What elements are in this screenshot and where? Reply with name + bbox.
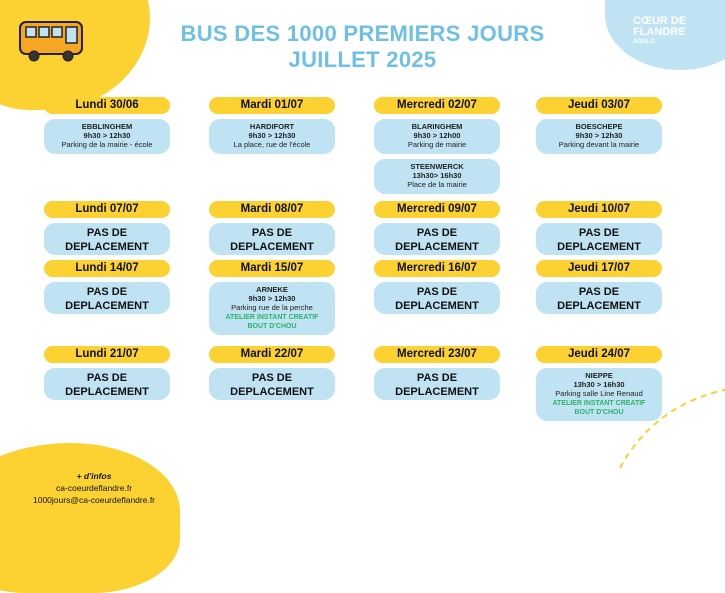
info-block	[28, 470, 160, 506]
coeur-de-flandre-logo: CŒUR DE FLANDRE AGGLO	[633, 15, 687, 45]
stop-card	[374, 119, 500, 154]
day-label: Mercredi 09/07	[374, 201, 500, 218]
stop-card	[374, 159, 500, 194]
no-trip-card	[374, 368, 500, 400]
no-trip-card	[44, 368, 170, 400]
day-label: Lundi 07/07	[44, 201, 170, 218]
yellow-blob-bottom-left	[0, 443, 180, 593]
stop-activity: ATELIER INSTANT CREATIF	[552, 400, 646, 407]
stop-place: ARNEKE	[256, 285, 288, 294]
stop-place: BOESCHEPE	[575, 122, 623, 131]
stop-time: 9h30 > 12h30	[575, 131, 623, 140]
stop-place: NIEPPE	[585, 371, 613, 380]
stop-card	[536, 119, 662, 154]
day-label: Jeudi 03/07	[536, 97, 662, 114]
day-column	[374, 260, 500, 314]
day-column	[209, 201, 335, 255]
stop-time: 9h30 > 12h00	[413, 131, 461, 140]
no-trip-label: PAS DE DEPLACEMENT	[65, 227, 149, 253]
no-trip-label: PAS DE DEPLACEMENT	[65, 286, 149, 312]
stop-location: Parking rue de la perche	[231, 303, 313, 312]
day-label: Lundi 21/07	[44, 346, 170, 363]
no-trip-card	[44, 282, 170, 314]
stop-time: 9h30 > 12h30	[248, 294, 296, 303]
day-label: Mardi 01/07	[209, 97, 335, 114]
stop-location: La place, rue de l'école	[233, 140, 311, 149]
stop-card	[44, 119, 170, 154]
day-column	[209, 346, 335, 400]
day-column	[536, 346, 662, 421]
day-label: Mercredi 02/07	[374, 97, 500, 114]
no-trip-label: PAS DE DEPLACEMENT	[557, 227, 641, 253]
stop-location: Parking de mairie	[407, 140, 467, 149]
stop-location: Parking devant la mairie	[558, 140, 640, 149]
stop-place: EBBLINGHEM	[81, 122, 133, 131]
stop-location: Place de la mairie	[407, 180, 467, 189]
day-label: Jeudi 17/07	[536, 260, 662, 277]
no-trip-label: PAS DE DEPLACEMENT	[65, 372, 149, 398]
stop-location: Parking de la mairie - école	[61, 140, 153, 149]
day-column	[44, 201, 170, 255]
stop-activity-name: BOUT D'CHOU	[247, 323, 297, 330]
stop-activity-name: BOUT D'CHOU	[574, 409, 624, 416]
stop-place: STEENWERCK	[410, 162, 464, 171]
stop-time: 13h30 > 16h30	[573, 380, 625, 389]
day-column	[209, 260, 335, 335]
stop-place: BLARINGHEM	[411, 122, 463, 131]
stop-place: HARDIFORT	[249, 122, 295, 131]
day-column	[44, 260, 170, 314]
day-label: Lundi 14/07	[44, 260, 170, 277]
day-column	[374, 201, 500, 255]
no-trip-card	[44, 223, 170, 255]
day-label: Mardi 08/07	[209, 201, 335, 218]
day-label: Mardi 22/07	[209, 346, 335, 363]
page-subtitle: JUILLET 2025	[288, 47, 437, 72]
no-trip-card	[374, 223, 500, 255]
day-column	[209, 97, 335, 154]
no-trip-label: PAS DE DEPLACEMENT	[395, 372, 479, 398]
stop-time: 9h30 > 12h30	[248, 131, 296, 140]
stop-activity: ATELIER INSTANT CREATIF	[225, 314, 319, 321]
stop-card	[536, 368, 662, 421]
day-label: Mardi 15/07	[209, 260, 335, 277]
info-heading: + d'infos	[76, 471, 112, 481]
stop-card	[209, 119, 335, 154]
day-column	[44, 97, 170, 154]
no-trip-label: PAS DE DEPLACEMENT	[557, 286, 641, 312]
page-title: BUS DES 1000 PREMIERS JOURS	[180, 21, 545, 46]
day-column	[536, 260, 662, 314]
day-column	[374, 97, 500, 194]
no-trip-card	[209, 368, 335, 400]
no-trip-card	[536, 282, 662, 314]
stop-card	[209, 282, 335, 335]
no-trip-label: PAS DE DEPLACEMENT	[230, 227, 314, 253]
day-label: Jeudi 10/07	[536, 201, 662, 218]
no-trip-label: PAS DE DEPLACEMENT	[395, 227, 479, 253]
day-column	[536, 97, 662, 154]
day-label: Mercredi 23/07	[374, 346, 500, 363]
day-column	[374, 346, 500, 400]
no-trip-card	[374, 282, 500, 314]
stop-location: Parking salle Line Renaud	[555, 389, 643, 398]
info-email-link[interactable]: 1000jours@ca-coeurdeflandre.fr	[32, 495, 156, 505]
stop-time: 13h30> 16h30	[412, 171, 462, 180]
info-website-link[interactable]: ca-coeurdeflandre.fr	[55, 483, 133, 493]
stop-time: 9h30 > 12h30	[83, 131, 131, 140]
no-trip-label: PAS DE DEPLACEMENT	[230, 372, 314, 398]
day-label: Mercredi 16/07	[374, 260, 500, 277]
day-label: Lundi 30/06	[44, 97, 170, 114]
no-trip-card	[536, 223, 662, 255]
no-trip-card	[209, 223, 335, 255]
no-trip-label: PAS DE DEPLACEMENT	[395, 286, 479, 312]
day-column	[536, 201, 662, 255]
day-column	[44, 346, 170, 400]
day-label: Jeudi 24/07	[536, 346, 662, 363]
